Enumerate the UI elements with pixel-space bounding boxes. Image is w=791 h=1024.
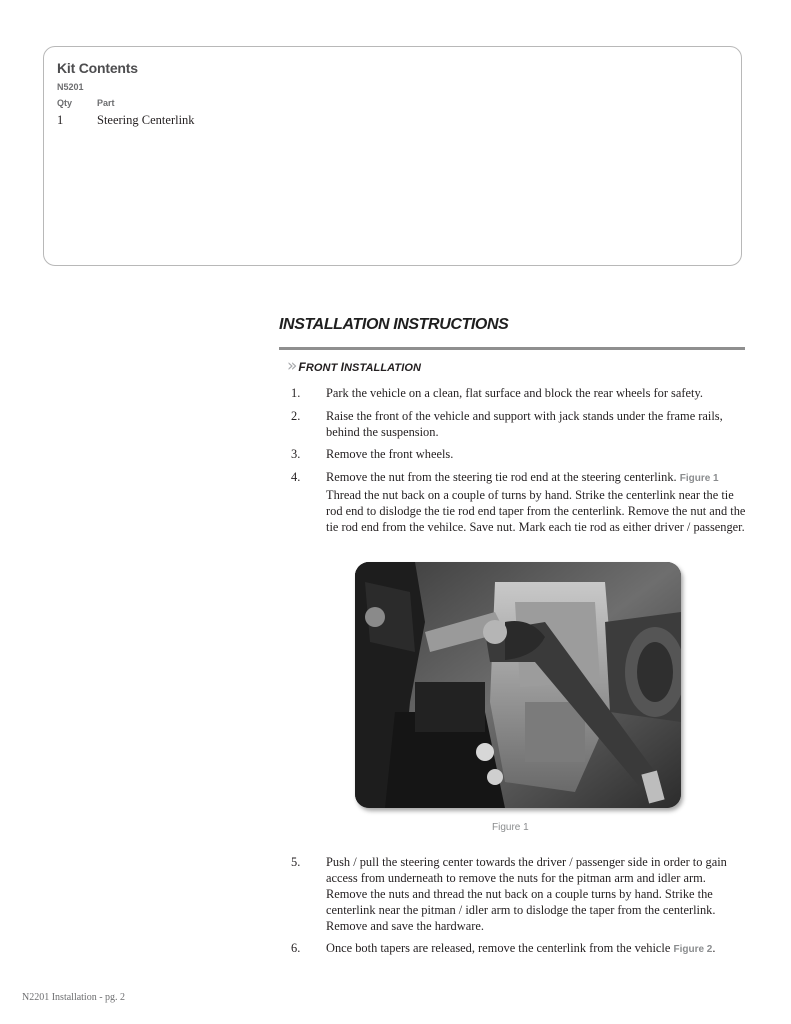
qty-header: Qty [57,98,73,108]
step-text: Raise the front of the vehicle and support with jack stands under the frame rails, behind the suspension. [326,409,723,439]
chevron-icon: » [287,356,298,376]
step-text: Once both tapers are released, remove the centerlink from the vehicle Figure 2. [326,941,716,955]
kit-contents-title: Kit Contents [57,60,138,76]
step-3 [291,446,746,462]
figure-1-caption: Figure 1 [492,822,529,833]
step-number: 4. [291,470,301,484]
step-number: 5. [291,855,301,869]
part-header: Part [97,98,115,108]
step-1 [291,385,746,401]
kit-row-qty: 1 [57,113,64,127]
step-number: 1. [291,386,301,400]
section-divider [279,347,745,350]
step-4 [291,469,746,535]
subsection-heading [287,356,421,376]
kit-row-part: Steering Centerlink [97,113,195,127]
figure-reference: Figure 1 [679,473,719,484]
page-footer: N2201 Installation - pg. 2 [22,992,126,1003]
steering-linkage-illustration [355,562,681,808]
section-title: INSTALLATION INSTRUCTIONS [279,316,509,333]
figure-1-photo [355,562,681,808]
step-text: Park the vehicle on a clean, flat surface and block the rear wheels for safety. [326,386,703,400]
kit-sku: N5201 [57,82,84,92]
step-text: Remove the nut from the steering tie rod end at the steering centerlink. Figure 1 Thread the nut back on a couple of turns by hand. Strike the centerlink near the tie rod end to dislodge the tie rod end taper from the centerlink. Remove the nut and the tie rod end from the vehilce. Save nut. Mark each tie rod as either driver / passenger. [326,470,746,534]
step-number: 2. [291,409,301,423]
step-6 [291,940,746,958]
step-number: 6. [291,941,301,955]
step-number: 3. [291,447,301,461]
step-5 [291,854,746,934]
figure-reference: Figure 2 [673,944,713,955]
kit-contents-box [43,46,742,266]
step-text: Remove the front wheels. [326,447,454,461]
step-text: Push / pull the steering center towards the driver / passenger side in order to gain access from underneath to remove the nuts for the pitman arm and idler arm. Remove the nuts and thread the nut back on a couple turns by hand. Strike the centerlink near the pitman / idler arm to dislodge the taper from the centerlink. Remove and save the hardware. [326,855,727,933]
step-2 [291,408,746,440]
subsection-title: FRONT INSTALLATION [298,360,422,374]
